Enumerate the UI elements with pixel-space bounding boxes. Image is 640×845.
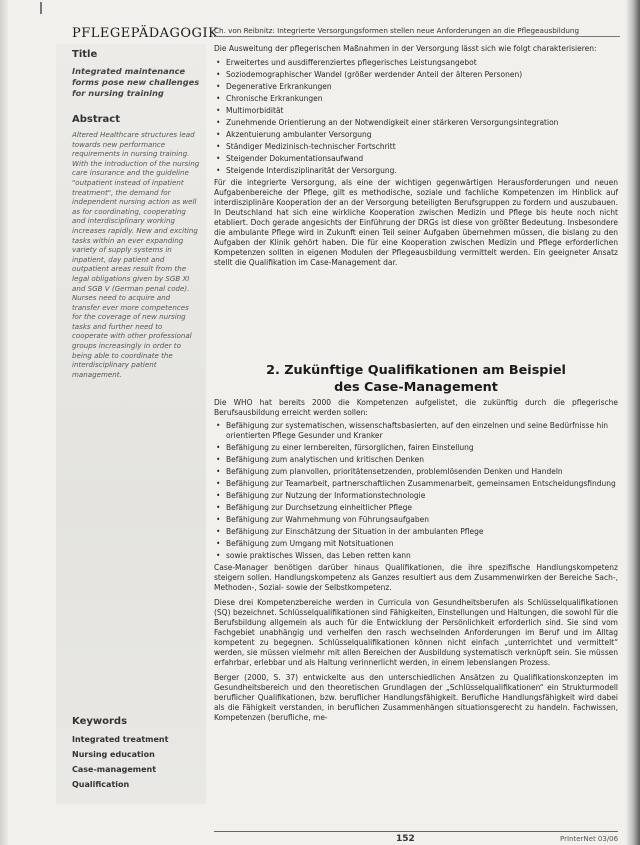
running-head: Ch. von Reibnitz: Integrierte Versorgungsformen stellen neue Anforderungen an die Pflegeausbildung (214, 26, 620, 37)
list-item: • Degenerative Erkrankungen (214, 82, 618, 92)
list-item: • Befähigung zu einer lernbereiten, fürsorglichen, fairen Einstellung (214, 443, 618, 453)
body-paragraph: Die WHO hat bereits 2000 die Kompetenzen aufgelistet, die zukünftig durch die pflegerische Berufsausbildung erreicht werden sollen: (214, 398, 618, 417)
scan-edge-left (0, 0, 8, 845)
body-paragraph: Diese drei Kompetenzbereiche werden in Curricula von Gesundheitsberufen als Schlüsselqualifikationen (SQ) bezeichnet. Schlüsselqualifikationen sind Fähigkeiten, Einstellungen und Haltungen, die sowohl für die Berufsbildung allgemein als auch für die Entwicklung der Persönlichkeit erforderlich sind. Sie sind vom Fachgebiet unabhängig und verhelfen den rasch wechselnden Anforderungen im Beruf und im Alltag kompetent zu begegnen. Schlüsselqualifikationen können nicht einfach „unterrichtet und vermittelt“ werden, sie müssen vielmehr mit allen Bereichen der Ausbildung systematisch verknüpft sein. Sie müssen erfahrbar, erlebbar und als Haltung verinnerlicht werden, in einem lebenslangen Prozess. (214, 598, 618, 667)
list-item: • Soziodemographischer Wandel (größer werdender Anteil der älteren Personen) (214, 70, 618, 80)
list-item: • Befähigung zum Umgang mit Notsituationen (214, 539, 618, 549)
list-item: • sowie praktisches Wissen, das Leben retten kann (214, 551, 618, 561)
issue-label: PrInterNet 03/06 (560, 835, 619, 843)
keywords-list (72, 732, 202, 792)
competence-list (214, 421, 618, 561)
list-item: • Erweitertes und ausdifferenziertes pflegerisches Leistungsangebot (214, 58, 618, 68)
list-item: • Befähigung zur Wahrnehmung von Führungsaufgaben (214, 515, 618, 525)
crop-mark (40, 2, 42, 14)
body-paragraph: Für die integrierte Versorgung, als eine der wichtigen gegenwärtigen Herausforderungen und neuen Aufgabenbereiche der Pflege, gilt es methodische, soziale und fachliche Kompetenzen im Hinblick auf interdisziplinäre Kooperation der an der Versorgung beteiligten Berufsgruppen zu fordern und auszubauen. In Deutschland hat sich eine wirkliche Kooperation zwischen Medizin und Pflege bis heute noch nicht etabliert. Doch gerade angesichts der Einführung der DRGs ist diese von größter Bedeutung. Insbesondere die ambulante Pflege wird in Zukunft einen Teil seiner Aufgaben übernehmen müssen, die bislang zu den Aufgaben der Klinik gehört haben. Die für eine Kooperation zwischen Medizin und Pflege erforderlichen Kompetenzen sollten in eigenen Modulen der Pflegeausbildung vermittelt werden. Ein geeigneter Ansatz stellt die Qualifikation im Case-Management dar. (214, 178, 618, 267)
sidebar (56, 44, 206, 804)
list-item: • Chronische Erkrankungen (214, 94, 618, 104)
body-paragraph: Berger (2000, S. 37) entwickelte aus den unterschiedlichen Ansätzen zu Qualifikationskonzepten im Gesundheitsbereich und den theoretischen Grundlagen der „Schlüsselqualifikationen“ ein Strukturmodell beruflicher Qualifikationen, bzw. beruflicher Handlungsfähigkeit. Berufliche Handlungsfähigkeit wird dabei als die Fähigkeit verstanden, in beruflichen Zusammenhängen situationsgerecht zu handeln. Fachwissen, Kompetenzen (berufliche, me- (214, 673, 618, 722)
list-item: • Steigender Dokumentationsaufwand (214, 154, 618, 164)
list-item: • Multimorbidität (214, 106, 618, 116)
list-item: • Befähigung zur Durchsetzung einheitlicher Pflege (214, 503, 618, 513)
english-title: Integrated maintenance forms pose new challenges for nursing training (72, 66, 200, 98)
list-item: • Befähigung zur Teamarbeit, partnerschaftlichen Zusammenarbeit, gemeinsamen Entscheidungsfindung (214, 479, 618, 489)
factor-list (214, 58, 618, 176)
body-paragraph: Case-Manager benötigen darüber hinaus Qualifikationen, die ihre spezifische Handlungskompetenz steigern sollen. Handlungskompetenz als Ganzes resultiert aus dem Zusammenwirken der Bereiche Sach-, Methoden-, Sozial- sowie der Selbstkompetenz. (214, 563, 618, 592)
list-item: • Steigende Interdisziplinarität der Versorgung. (214, 166, 618, 176)
page-number: 152 (396, 834, 415, 844)
list-item: • Zunehmende Orientierung an der Notwendigkeit einer stärkeren Versorgungsintegration (214, 118, 618, 128)
journal-section-title: PFLEGEPÄDAGOGIK (72, 26, 219, 41)
keyword: Case-management (72, 765, 157, 774)
abstract-heading: Abstract (72, 114, 121, 125)
list-item: • Ständiger Medizinisch-technischer Fortschritt (214, 142, 618, 152)
list-item: • Akzentuierung ambulanter Versorgung (214, 130, 618, 140)
main-column-top (214, 44, 618, 268)
intro-paragraph: Die Ausweitung der pflegerischen Maßnahmen in der Versorgung lässt sich wie folgt charakterisieren: (214, 44, 597, 53)
scan-edge-right (626, 0, 640, 845)
keyword: Nursing education (72, 750, 155, 759)
title-heading: Title (72, 49, 98, 60)
keyword: Qualification (72, 780, 130, 789)
section-heading (214, 362, 618, 396)
keywords-heading: Keywords (72, 716, 128, 727)
abstract-text: Altered Healthcare structures lead towards new performance requirements in nursing training. With the introduction of the nursing care insurance and the guideline "outpatient instead of inpatient treatment", the demand for independent nursing action as well as for coordinating, cooperating and interdisciplinary working increases rapidly. New and exciting tasks within an ever expanding variety of supply systems in inpatient, day patient and outpatient areas result from the legal obligations given by SGB XI and SGB V (German penal code). Nurses need to acquire and transfer ever more competences for the coverage of new nursing tasks and further need to cooperate with other professional groups increasingly in order to being able to coordinate the interdisciplinary patient management. (72, 130, 200, 379)
list-item: • Befähigung zur Einschätzung der Situation in der ambulanten Pflege (214, 527, 618, 537)
section-heading-line: des Case-Management (334, 380, 498, 395)
list-item: • Befähigung zum analytischen und kritischen Denken (214, 455, 618, 465)
main-column-bottom (214, 398, 618, 723)
section-heading-line: 2. Zukünftige Qualifikationen am Beispiel (266, 363, 566, 378)
list-item: • Befähigung zur systematischen, wissenschaftsbasierten, auf den einzelnen und seine Bedürfnisse hin orientierten Pflege Gesunder und Kranker (214, 421, 618, 441)
footer-rule (214, 831, 618, 832)
keyword: Integrated treatment (72, 735, 169, 744)
list-item: • Befähigung zur Nutzung der Informationstechnologie (214, 491, 618, 501)
list-item: • Befähigung zum planvollen, prioritätensetzenden, problemlösenden Denken und Handeln (214, 467, 618, 477)
